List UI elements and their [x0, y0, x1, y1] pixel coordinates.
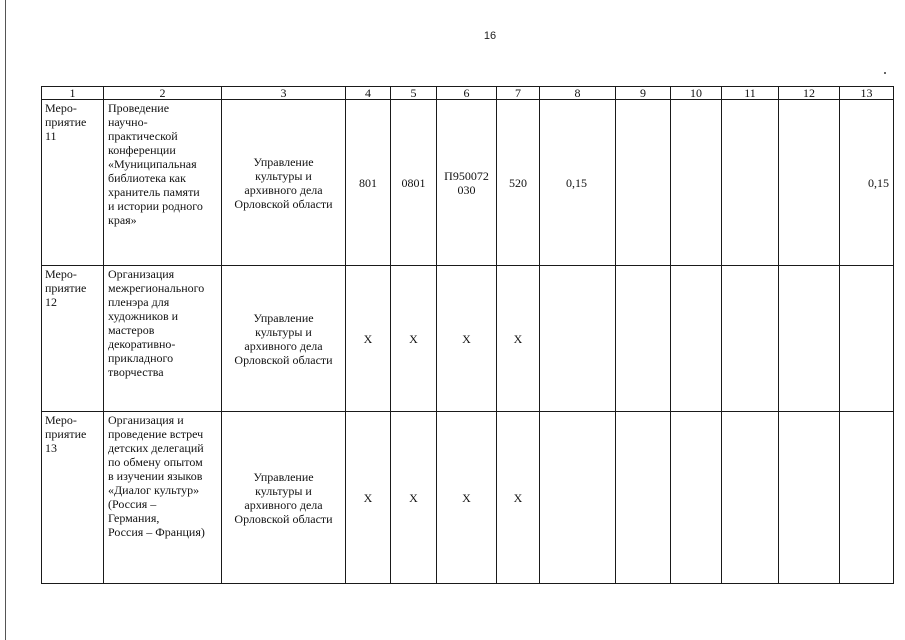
table-row [42, 100, 894, 266]
cell-col-4: 801 [346, 100, 391, 266]
cell-col-7: 520 [497, 100, 540, 266]
measure-executor: Управление культуры и архивного дела Орловской области [222, 100, 346, 266]
cell-col-13: 0,15 [840, 100, 894, 266]
measure-executor: Управление культуры и архивного дела Орловской области [222, 266, 346, 412]
cell-col-12 [779, 100, 840, 266]
column-header-8: 8 [540, 87, 616, 100]
cell-col-4: Х [346, 412, 391, 584]
cell-col-4: Х [346, 266, 391, 412]
cell-col-8 [540, 412, 616, 584]
measure-label: Меро- приятие 13 [42, 412, 104, 584]
measures-table [41, 86, 894, 584]
column-header-1: 1 [42, 87, 104, 100]
cell-col-9 [616, 100, 671, 266]
cell-col-7: Х [497, 266, 540, 412]
scan-dot-mark [884, 72, 886, 74]
cell-col-8 [540, 266, 616, 412]
cell-col-10 [671, 266, 722, 412]
column-header-12: 12 [779, 87, 840, 100]
column-header-3: 3 [222, 87, 346, 100]
column-header-5: 5 [391, 87, 437, 100]
measure-description: Проведение научно- практической конференции «Муниципальная библиотека как хранитель памяти и истории родного края» [104, 100, 222, 266]
measure-label: Меро- приятие 11 [42, 100, 104, 266]
cell-col-13 [840, 412, 894, 584]
cell-col-11 [722, 266, 779, 412]
cell-col-5: Х [391, 266, 437, 412]
column-header-10: 10 [671, 87, 722, 100]
column-header-2: 2 [104, 87, 222, 100]
cell-col-12 [779, 266, 840, 412]
cell-col-6: Х [437, 266, 497, 412]
page-left-edge-line [5, 0, 6, 640]
measure-label: Меро- приятие 12 [42, 266, 104, 412]
cell-col-6: П950072 030 [437, 100, 497, 266]
measure-description: Организация и проведение встреч детских делегаций по обмену опытом в изучении языков «Диалог культур» (Россия – Германия, Россия – Франция) [104, 412, 222, 584]
measure-executor: Управление культуры и архивного дела Орловской области [222, 412, 346, 584]
table-row [42, 266, 894, 412]
cell-col-11 [722, 412, 779, 584]
page-number: 16 [483, 30, 497, 42]
cell-col-8: 0,15 [540, 100, 616, 266]
measure-description: Организация межрегионального пленэра для художников и мастеров декоративно- прикладного творчества [104, 266, 222, 412]
column-header-9: 9 [616, 87, 671, 100]
column-header-7: 7 [497, 87, 540, 100]
column-header-4: 4 [346, 87, 391, 100]
column-header-6: 6 [437, 87, 497, 100]
cell-col-10 [671, 100, 722, 266]
column-header-13: 13 [840, 87, 894, 100]
cell-col-9 [616, 266, 671, 412]
column-header-11: 11 [722, 87, 779, 100]
cell-col-10 [671, 412, 722, 584]
table-row [42, 412, 894, 584]
cell-col-5: Х [391, 412, 437, 584]
column-number-row [42, 87, 894, 100]
cell-col-9 [616, 412, 671, 584]
cell-col-12 [779, 412, 840, 584]
cell-col-6: Х [437, 412, 497, 584]
cell-col-13 [840, 266, 894, 412]
cell-col-7: Х [497, 412, 540, 584]
cell-col-5: 0801 [391, 100, 437, 266]
cell-col-11 [722, 100, 779, 266]
